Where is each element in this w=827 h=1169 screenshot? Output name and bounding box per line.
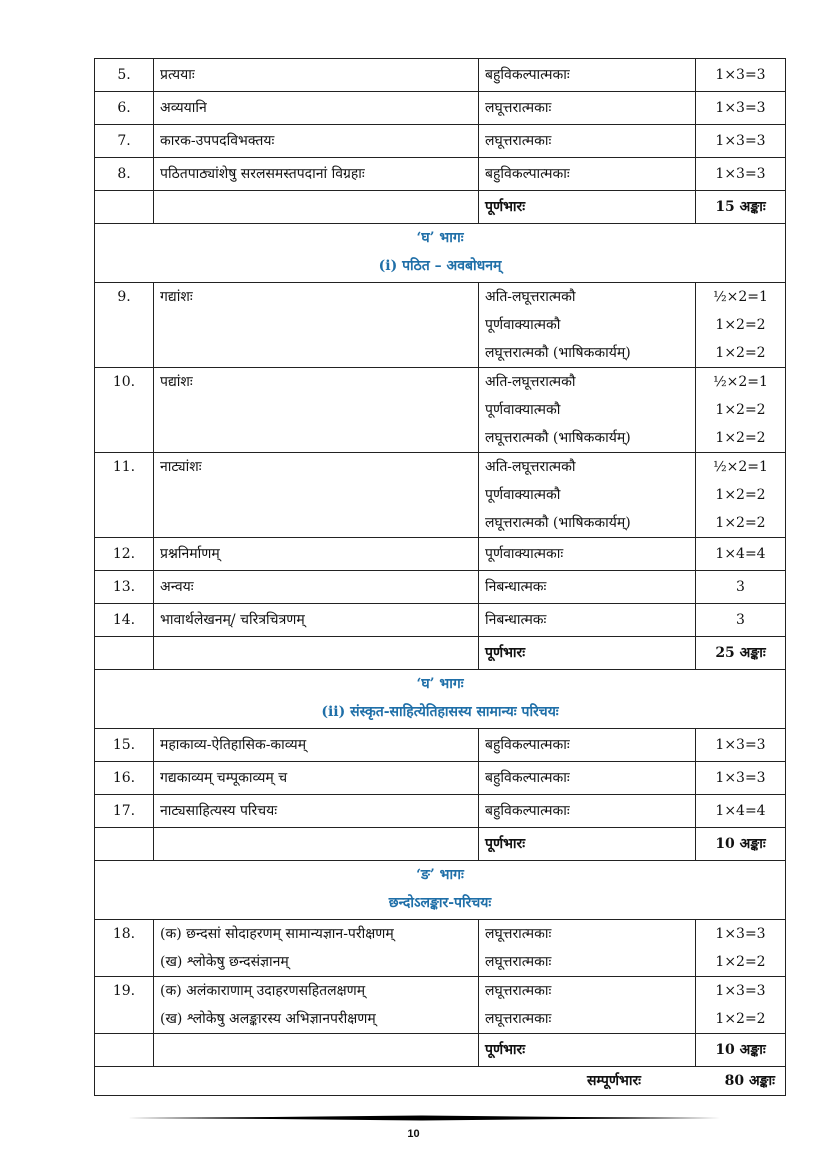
question-type-cell xyxy=(479,368,696,453)
empty-cell xyxy=(154,1034,479,1067)
subtotal-value: 25 अङ्काः xyxy=(696,637,786,670)
subtotal-row xyxy=(95,1034,786,1067)
question-type-text: लघूत्तरात्मकौ (भाषिककार्यम्) xyxy=(485,345,631,361)
question-row xyxy=(95,158,786,191)
marks-text: 1×2=2 xyxy=(715,430,766,446)
marks-text: 1×3=3 xyxy=(715,983,766,999)
section-header xyxy=(95,861,786,920)
topic-text: गद्यांशः xyxy=(160,289,193,305)
section-title: (ii) संस्कृत-साहित्येतिहासस्य सामान्यः परिचयः xyxy=(321,704,559,720)
marks-text: 1×3=3 xyxy=(715,926,766,942)
topic-cell: अव्ययानि xyxy=(154,92,479,125)
subtotal-row xyxy=(95,637,786,670)
question-type-text: अति-लघूत्तरात्मकौ xyxy=(485,374,576,390)
question-number: 18. xyxy=(95,920,154,977)
topic-cell: कारक-उपपदविभक्तयः xyxy=(154,125,479,158)
subtotal-label: पूर्णभारः xyxy=(479,191,696,224)
marks-cell: 1×4=4 xyxy=(696,538,786,571)
question-type-cell xyxy=(479,453,696,538)
question-type-cell: बहुविकल्पात्मकाः xyxy=(479,762,696,795)
subtotal-label: पूर्णभारः xyxy=(479,828,696,861)
marks-cell: 1×3=3 xyxy=(696,729,786,762)
question-number: 6. xyxy=(95,92,154,125)
marks-text: 1×2=2 xyxy=(715,1011,766,1027)
topic-cell xyxy=(154,920,479,977)
marks-cell: 1×3=3 xyxy=(696,59,786,92)
question-row xyxy=(95,604,786,637)
footer-divider xyxy=(122,1115,720,1121)
topic-text: (क) अलंकाराणाम् उदाहरणसहितलक्षणम् xyxy=(160,983,366,999)
subtotal-value: 10 अङ्काः xyxy=(696,1034,786,1067)
marks-cell: 3 xyxy=(696,604,786,637)
marks-text: 1×2=2 xyxy=(715,487,766,503)
marks-text: 1×2=2 xyxy=(715,317,766,333)
marks-text: 1×2=2 xyxy=(715,345,766,361)
question-type-cell: लघूत्तरात्मकाः xyxy=(479,125,696,158)
marks-cell xyxy=(696,977,786,1034)
question-number: 15. xyxy=(95,729,154,762)
question-number: 13. xyxy=(95,571,154,604)
question-row xyxy=(95,538,786,571)
topic-cell: गद्यकाव्यम् चम्पूकाव्यम् च xyxy=(154,762,479,795)
question-type-text: लघूत्तरात्मकौ (भाषिककार्यम्) xyxy=(485,430,631,446)
marks-text: 1×2=2 xyxy=(715,954,766,970)
empty-cell xyxy=(95,191,154,224)
question-type-text: लघूत्तरात्मकाः xyxy=(485,926,552,942)
question-type-cell: बहुविकल्पात्मकाः xyxy=(479,795,696,828)
subtotal-label: पूर्णभारः xyxy=(479,637,696,670)
section-header-row xyxy=(95,861,786,920)
question-type-cell: बहुविकल्पात्मकाः xyxy=(479,59,696,92)
topic-cell xyxy=(154,453,479,538)
question-type-cell xyxy=(479,283,696,368)
topic-cell: प्रश्ननिर्माणम् xyxy=(154,538,479,571)
empty-cell xyxy=(154,637,479,670)
question-row xyxy=(95,92,786,125)
question-number: 14. xyxy=(95,604,154,637)
section-header xyxy=(95,670,786,729)
page-number: 10 xyxy=(407,1128,420,1140)
subtotal-row xyxy=(95,191,786,224)
marks-cell xyxy=(696,368,786,453)
marks-cell xyxy=(696,920,786,977)
question-row xyxy=(95,59,786,92)
subtotal-value: 15 अङ्काः xyxy=(696,191,786,224)
marks-cell: 1×3=3 xyxy=(696,158,786,191)
grand-total xyxy=(95,1067,786,1096)
topic-text: (ख) श्लोकेषु अलङ्कारस्य अभिज्ञानपरीक्षणम् xyxy=(160,1011,376,1027)
question-type-cell: बहुविकल्पात्मकाः xyxy=(479,729,696,762)
question-type-text: लघूत्तरात्मकाः xyxy=(485,1011,552,1027)
section-title: छन्दोऽलङ्कार-परिचयः xyxy=(388,895,492,911)
question-row xyxy=(95,453,786,538)
question-type-cell: निबन्धात्मकः xyxy=(479,604,696,637)
section-part-label: ‘घ’ भागः xyxy=(416,230,464,246)
question-number: 7. xyxy=(95,125,154,158)
question-number: 19. xyxy=(95,977,154,1034)
marking-scheme-table xyxy=(94,58,786,1096)
marks-cell: 1×4=4 xyxy=(696,795,786,828)
section-header-row xyxy=(95,224,786,283)
topic-cell: नाट्यसाहित्यस्य परिचयः xyxy=(154,795,479,828)
question-type-cell xyxy=(479,977,696,1034)
empty-cell xyxy=(95,828,154,861)
topic-cell: भावार्थलेखनम्/ चरित्रचित्रणम् xyxy=(154,604,479,637)
section-header xyxy=(95,224,786,283)
question-number: 12. xyxy=(95,538,154,571)
question-type-cell: निबन्धात्मकः xyxy=(479,571,696,604)
question-number: 10. xyxy=(95,368,154,453)
empty-cell xyxy=(95,637,154,670)
topic-cell: प्रत्ययाः xyxy=(154,59,479,92)
question-row xyxy=(95,795,786,828)
topic-cell xyxy=(154,977,479,1034)
subtotal-value: 10 अङ्काः xyxy=(696,828,786,861)
topic-text: (ख) श्लोकेषु छन्दसंज्ञानम् xyxy=(160,954,289,970)
question-type-cell: बहुविकल्पात्मकाः xyxy=(479,158,696,191)
marks-text: ½×2=1 xyxy=(713,374,768,390)
question-type-text: पूर्णवाक्यात्मकौ xyxy=(485,402,561,418)
marks-text: ½×2=1 xyxy=(713,289,768,305)
marks-text: 1×2=2 xyxy=(715,402,766,418)
section-part-label: ‘ङ’ भागः xyxy=(416,867,464,883)
subtotal-row xyxy=(95,828,786,861)
empty-cell xyxy=(154,828,479,861)
question-number: 8. xyxy=(95,158,154,191)
question-number: 9. xyxy=(95,283,154,368)
topic-cell xyxy=(154,368,479,453)
question-type-cell: पूर्णवाक्यात्मकाः xyxy=(479,538,696,571)
empty-cell xyxy=(95,1034,154,1067)
question-type-cell xyxy=(479,920,696,977)
question-number: 16. xyxy=(95,762,154,795)
question-type-cell: लघूत्तरात्मकाः xyxy=(479,92,696,125)
marks-cell: 3 xyxy=(696,571,786,604)
section-part-label: ‘घ’ भागः xyxy=(416,676,464,692)
question-type-text: पूर्णवाक्यात्मकौ xyxy=(485,317,561,333)
question-row xyxy=(95,977,786,1034)
question-row xyxy=(95,920,786,977)
topic-cell: अन्वयः xyxy=(154,571,479,604)
grand-total-label: सम्पूर्णभारः xyxy=(586,1073,641,1089)
question-number: 5. xyxy=(95,59,154,92)
question-type-text: पूर्णवाक्यात्मकौ xyxy=(485,487,561,503)
topic-text: (क) छन्दसां सोदाहरणम् सामान्यज्ञान-परीक्षणम् xyxy=(160,926,394,942)
marks-cell: 1×3=3 xyxy=(696,762,786,795)
question-row xyxy=(95,283,786,368)
question-number: 11. xyxy=(95,453,154,538)
question-row xyxy=(95,729,786,762)
marks-cell: 1×3=3 xyxy=(696,92,786,125)
question-type-text: लघूत्तरात्मकाः xyxy=(485,983,552,999)
question-row xyxy=(95,125,786,158)
section-header-row xyxy=(95,670,786,729)
marks-text: 1×2=2 xyxy=(715,515,766,531)
subtotal-label: पूर्णभारः xyxy=(479,1034,696,1067)
marks-cell xyxy=(696,453,786,538)
grand-total-value: 80 अङ्काः xyxy=(724,1073,775,1089)
question-row xyxy=(95,762,786,795)
topic-text: नाट्यांशः xyxy=(160,459,202,475)
question-type-text: लघूत्तरात्मकौ (भाषिककार्यम्) xyxy=(485,515,631,531)
marks-text: ½×2=1 xyxy=(713,459,768,475)
question-number: 17. xyxy=(95,795,154,828)
empty-cell xyxy=(154,191,479,224)
section-title: (i) पठित – अवबोधनम् xyxy=(378,258,502,274)
topic-text: पद्यांशः xyxy=(160,374,193,390)
question-type-text: लघूत्तरात्मकाः xyxy=(485,954,552,970)
marks-cell xyxy=(696,283,786,368)
grand-total-row xyxy=(95,1067,786,1096)
question-type-text: अति-लघूत्तरात्मकौ xyxy=(485,289,576,305)
topic-cell xyxy=(154,283,479,368)
marks-cell: 1×3=3 xyxy=(696,125,786,158)
question-type-text: अति-लघूत्तरात्मकौ xyxy=(485,459,576,475)
question-row xyxy=(95,368,786,453)
topic-cell: पठितपाठ्यांशेषु सरलसमस्तपदानां विग्रहाः xyxy=(154,158,479,191)
question-row xyxy=(95,571,786,604)
topic-cell: महाकाव्य-ऐतिहासिक-काव्यम् xyxy=(154,729,479,762)
